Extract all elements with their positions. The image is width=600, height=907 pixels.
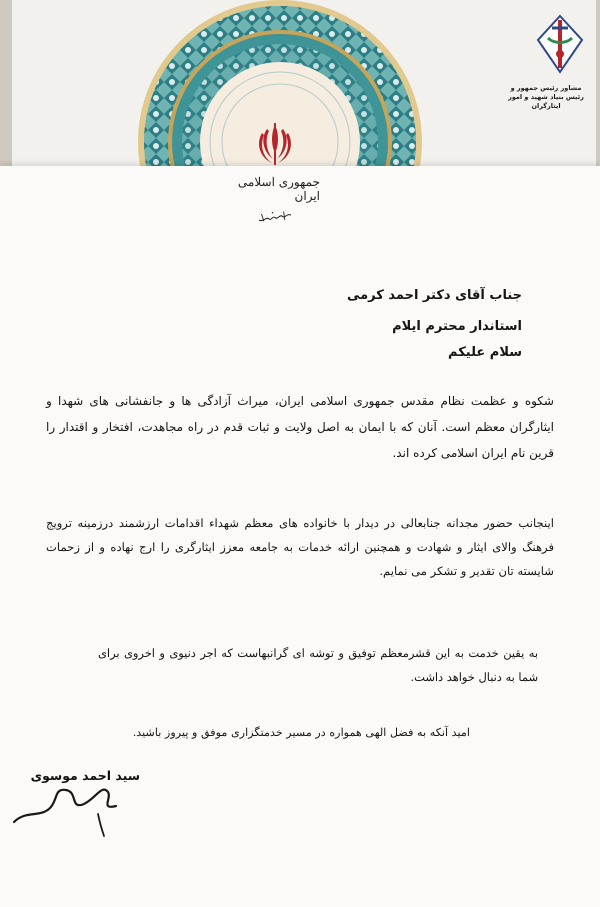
paragraph-2: اینجانب حضور مجدانه جنابعالی در دیدار با خانواده های معظم شهداء اقدامات ارزشمند درزمینه ترویج فرهنگ والای ایثار و شهادت و همچنین ارائه خدمات به جامعه معزز ایثارگری را ارج نهاده و از زحمات شایسته تان تقدیر و تشکر می نمایم. bbox=[46, 516, 554, 578]
recipient-name: جناب آقای دکتر احمد کرمی bbox=[346, 288, 522, 303]
recipient-title: استاندار محترم ایلام bbox=[392, 319, 522, 334]
paragraph-1: شکوه و عظمت نظام مقدس جمهوری اسلامی ایران، میراث آزادگی ها و جانفشانی های شهدا و ایثارگران معظم است. آنان که با ایمان به اصل ولایت و ثبات قدم در راه مجاهدت، افتخار و اقتدار را قرین نام ایران اسلامی کرده اند. bbox=[46, 394, 554, 460]
handwritten-signature bbox=[4, 770, 144, 840]
paragraph-3: به یقین خدمت به این قشرمعظم توفیق و توشه ای گرانبهاست که اجر دنیوی و اخروی برای شما به دنبال خواهد داشت. bbox=[98, 646, 538, 684]
foundation-logo bbox=[530, 10, 590, 92]
foundation-caption bbox=[498, 84, 594, 111]
paragraph-4: امید آنکه به فضل الهی همواره در مسیر خدمتگزاری موفق و پیروز باشید. bbox=[132, 726, 470, 739]
greeting: سلام علیکم bbox=[448, 345, 522, 360]
iran-emblem-block bbox=[230, 115, 320, 225]
iran-emblem-icon bbox=[256, 123, 294, 167]
recipient-block bbox=[347, 280, 522, 342]
republic-text: جمهوری اسلامی ایران bbox=[237, 175, 320, 203]
calligraphic-heading-icon bbox=[245, 209, 305, 225]
signer-name: سید احمد موسوی bbox=[30, 768, 140, 783]
caption-line-1: مشاور رئیس جمهور و bbox=[510, 84, 582, 92]
caption-line-2: رئیس بنیاد شهید و امور ایثارگران bbox=[508, 93, 584, 110]
